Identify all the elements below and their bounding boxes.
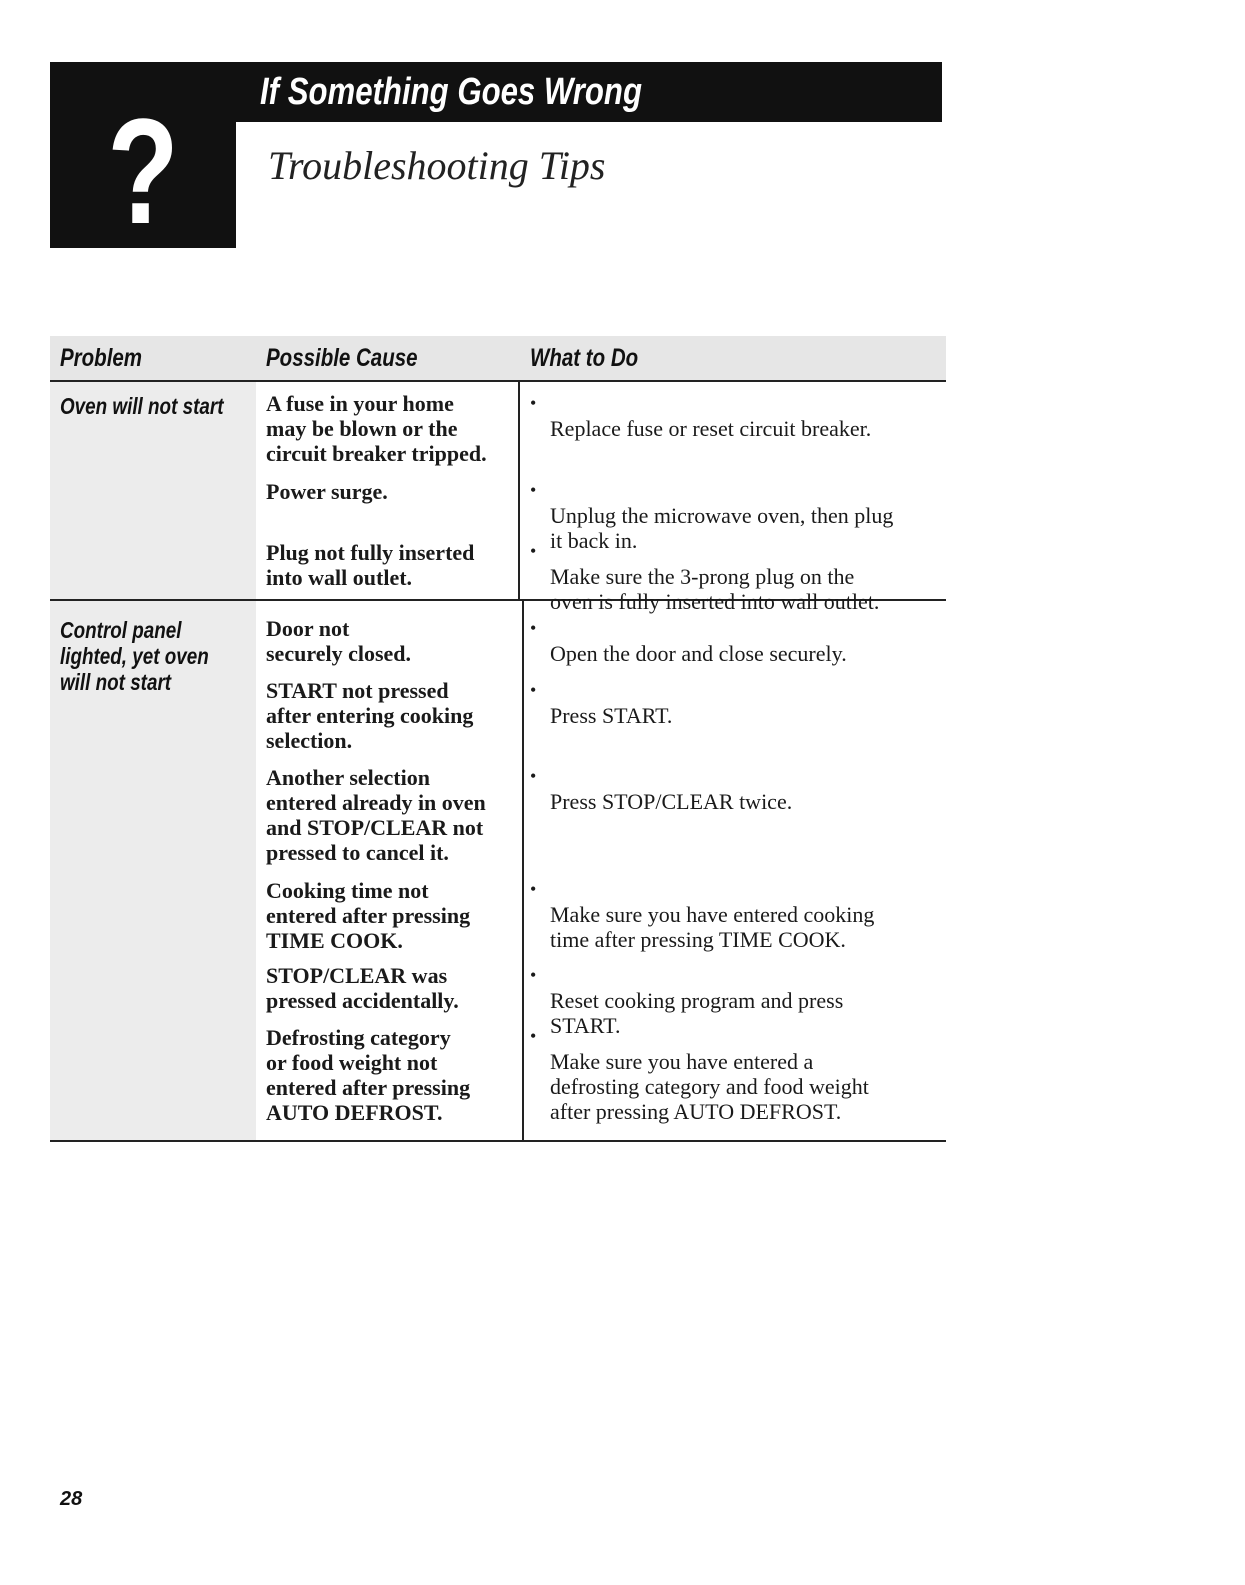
column-divider-bottom xyxy=(522,600,524,1140)
bullet-icon: • xyxy=(530,879,537,899)
cause-cell: Door not securely closed. xyxy=(266,616,412,666)
cause-cell: Cooking time not entered after pressing TIME COOK. xyxy=(266,878,471,953)
todo-cell: • Make sure you have entered cooking time after pressing TIME COOK. xyxy=(530,879,875,952)
page-title: If Something Goes Wrong xyxy=(260,71,643,113)
header-rule xyxy=(50,380,946,382)
problem-label: Oven will not start xyxy=(60,393,224,419)
page-subtitle: Troubleshooting Tips xyxy=(268,143,606,188)
page-number: 28 xyxy=(60,1488,83,1510)
todo-cell: • Press START. xyxy=(530,680,673,728)
bullet-icon: • xyxy=(530,766,537,786)
column-divider-top xyxy=(518,380,520,600)
bullet-icon: • xyxy=(530,1026,537,1046)
problem-label: Control panel lighted, yet oven will not start xyxy=(60,617,209,695)
cause-cell: STOP/CLEAR was pressed accidentally. xyxy=(266,963,459,1013)
bullet-icon: • xyxy=(530,965,537,985)
table-bottom-rule xyxy=(50,1140,946,1142)
todo-cell: • Reset cooking program and press START. xyxy=(530,965,844,1038)
column-header-cause: Possible Cause xyxy=(266,344,418,372)
todo-cell: • Make sure the 3-prong plug on the oven is fully inserted into wall outlet. xyxy=(530,541,880,614)
bullet-icon: • xyxy=(530,680,537,700)
bullet-icon: • xyxy=(530,541,537,561)
question-mark-icon: ? xyxy=(107,87,179,255)
bullet-icon: • xyxy=(530,618,537,638)
cause-cell: Defrosting category or food weight not entered after pressing AUTO DEFROST. xyxy=(266,1025,471,1125)
cause-cell: Another selection entered already in oven and STOP/CLEAR not pressed to cancel it. xyxy=(266,765,486,865)
cause-cell: A fuse in your home may be blown or the circuit breaker tripped. xyxy=(266,391,487,466)
todo-cell: • Make sure you have entered a defrosting category and food weight after pressing AUTO DEFROST. xyxy=(530,1026,869,1124)
title-bar xyxy=(236,62,942,122)
table-header-row xyxy=(50,336,946,380)
bullet-icon: • xyxy=(530,480,537,500)
cause-cell: Power surge. xyxy=(266,479,388,504)
todo-cell: • Open the door and close securely. xyxy=(530,618,847,666)
cause-cell: Plug not fully inserted into wall outlet. xyxy=(266,540,475,590)
problem-column-shade xyxy=(50,382,256,1140)
column-header-problem: Problem xyxy=(60,344,143,372)
todo-cell: • Unplug the microwave oven, then plug it back in. xyxy=(530,480,894,553)
todo-cell: • Replace fuse or reset circuit breaker. xyxy=(530,393,872,441)
column-header-todo: What to Do xyxy=(530,344,639,372)
bullet-icon: • xyxy=(530,393,537,413)
question-mark-block xyxy=(50,62,236,255)
todo-cell: • Press STOP/CLEAR twice. xyxy=(530,766,793,814)
cause-cell: START not pressed after entering cooking selection. xyxy=(266,678,474,753)
